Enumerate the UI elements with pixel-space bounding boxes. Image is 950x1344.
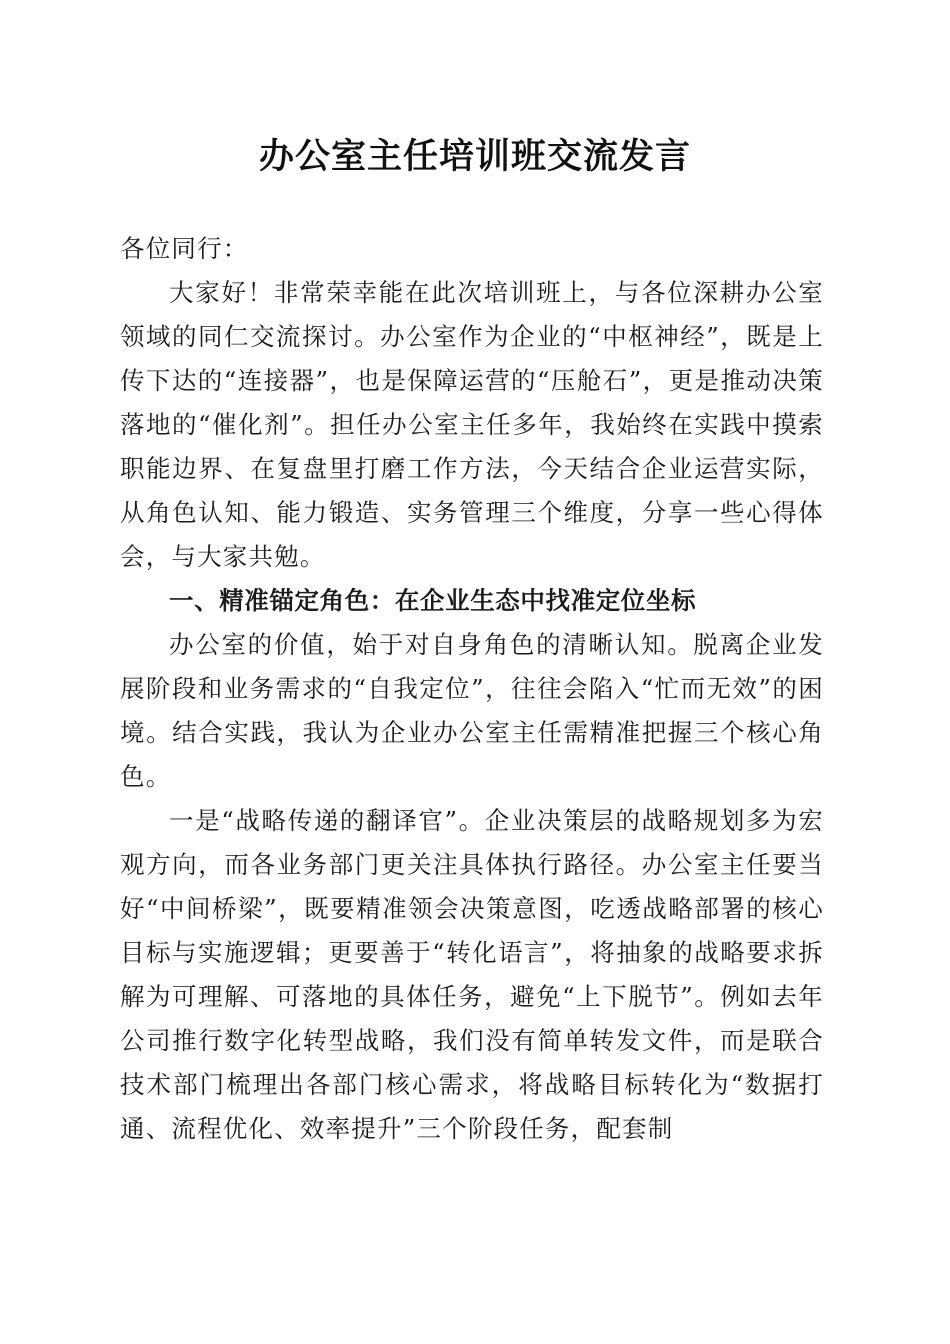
section-1-heading: 一、精准锚定角色：在企业生态中找准定位坐标: [169, 586, 697, 615]
role-1-paragraph: [120, 799, 824, 1151]
document-body: [120, 227, 824, 1151]
intro-paragraph: 大家好！非常荣幸能在此次培训班上，与各位深耕办公室领域的同仁交流探讨。办公室作为企业的“中枢神经”，既是上传下达的“连接器”，也是保障运营的“压舱石”，更是推动决策落地的“催化剂”。担任办公室主任多年，我始终在实践中摸索职能边界、在复盘里打磨工作方法，今天结合企业运营实际，从角色认知、能力锻造、实务管理三个维度，分享一些心得体会，与大家共勉。: [120, 278, 824, 571]
document-title: 办公室主任培训班交流发言: [258, 136, 691, 177]
section-1-intro-paragraph: 办公室的价值，始于对自身角色的清晰认知。脱离企业发展阶段和业务需求的“自我定位”，往往会陷入“忙而无效”的困境。结合实践，我认为企业办公室主任需精准把握三个核心角色。: [120, 630, 824, 791]
role-1-text: 企业决策层的战略规划多为宏观方向，而各业务部门更关注具体执行路径。办公室主任要当好“中间桥梁”，既要精准领会决策意图，吃透战略部署的核心目标与实施逻辑；更要善于“转化语言”，将抽象的战略要求拆解为可理解、可落地的具体任务，避免“上下脱节”。例如去年公司推行数字化转型战略，我们没有简单转发文件，而是联合技术部门梳理出各部门核心需求，将战略目标转化为“数据打通、流程优化、效率提升”三个阶段任务，配套制: [120, 806, 824, 1143]
salutation: 各位同行：: [120, 234, 249, 263]
role-1-lead: 一是“战略传递的翻译官”。: [169, 806, 485, 835]
